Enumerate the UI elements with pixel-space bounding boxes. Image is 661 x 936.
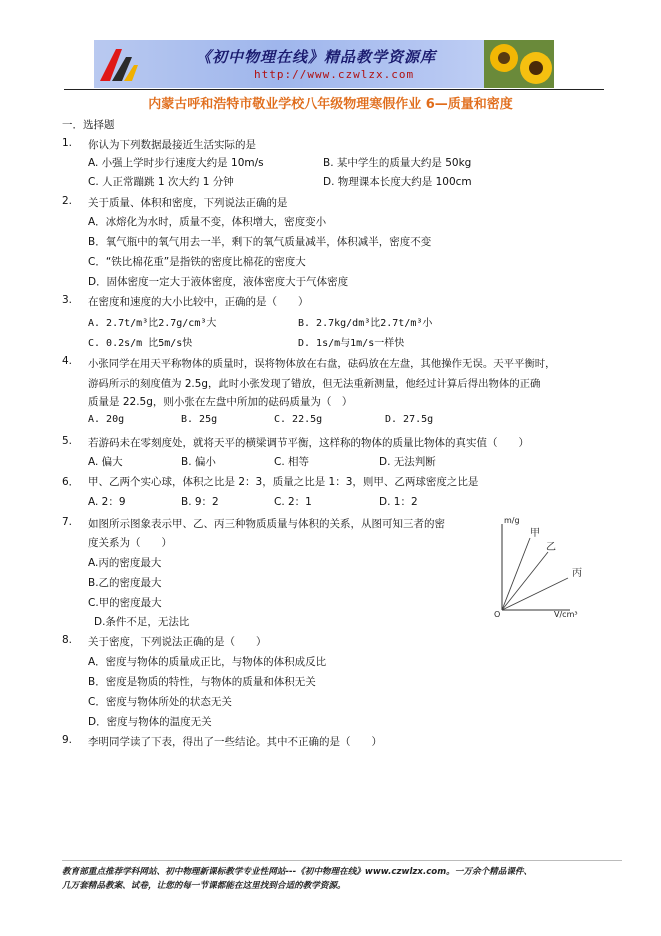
question-number: 1. — [62, 137, 73, 149]
option-b: B. 25g — [181, 414, 218, 425]
option-c: C．密度与物体所处的状态无关 — [88, 696, 232, 708]
option-d: D. 27.5g — [385, 414, 434, 425]
line-jia — [502, 538, 530, 610]
question-number: 3. — [62, 294, 73, 306]
question-stem: 若游码未在零刻度处，就将天平的横梁调节平衡，这样称的物体的质量比物体的真实值（ ） — [88, 437, 529, 449]
banner-url[interactable]: http://www.czwlzx.com — [254, 68, 415, 81]
option-c: C. 0.2s/m 比5m/s快 — [88, 338, 193, 349]
option-d: D．密度与物体的温度无关 — [88, 716, 212, 728]
question-stem-line-1: 如图所示图象表示甲、乙、丙三种物质质量与体积的关系，从图可知三者的密 — [88, 518, 445, 530]
option-d: D. 1s/m与1m/s一样快 — [298, 338, 405, 349]
question-number: 6． — [62, 476, 80, 488]
x-axis-label: V/cm³ — [554, 610, 578, 618]
option-a: A. 2：9 — [88, 496, 126, 508]
option-c: C. 22.5g — [274, 414, 323, 425]
option-d: D.条件不足，无法比 — [94, 616, 190, 628]
question-stem: 你认为下列数据最接近生活实际的是 — [88, 139, 256, 151]
option-a: A．密度与物体的质量成正比，与物体的体积成反比 — [88, 656, 327, 668]
option-c: C. 人正常蹦跳 1 次大约 1 分钟 — [88, 176, 234, 188]
option-b: B. 偏小 — [181, 456, 216, 468]
question-stem: 李明同学读了下表，得出了一些结论。其中不正确的是（ ） — [88, 736, 382, 748]
question-stem: 关于密度，下列说法正确的是（ ） — [88, 636, 267, 648]
sunflower-icon — [484, 40, 554, 88]
question-number: 2. — [62, 195, 73, 207]
section-title: 一．选择题 — [62, 119, 115, 131]
option-b: B．密度是物质的特性，与物体的质量和体积无关 — [88, 676, 316, 688]
logo-icon — [96, 43, 140, 85]
footer-line-1: 教育部重点推荐学科网站、初中物理新课标教学专业性网站---《初中物理在线》www.czwlzx.com。一万余个精品课件、 — [62, 867, 533, 877]
question-number: 8. — [62, 634, 73, 646]
line-yi — [502, 552, 548, 610]
question-stem-line-3: 质量是 22.5g，则小张在左盘中所加的砝码质量为（ ） — [88, 396, 353, 408]
option-d: D. 1：2 — [379, 496, 418, 508]
option-c: C. 2：1 — [274, 496, 312, 508]
option-c: C.甲的密度最大 — [88, 597, 162, 609]
y-axis-label: m/g — [504, 516, 520, 525]
option-b: B. 某中学生的质量大约是 50kg — [323, 157, 472, 169]
option-b: B.乙的密度最大 — [88, 577, 162, 589]
option-a: A.丙的密度最大 — [88, 557, 162, 569]
option-d: D. 物理课本长度大约是 100cm — [323, 176, 472, 188]
question-stem-line-1: 小张同学在用天平称物体的质量时，误将物体放在右盘，砝码放在左盘，其他操作无误。天平平衡时， — [88, 358, 556, 370]
option-b: B. 2.7kg/dm³比2.7t/m³小 — [298, 318, 433, 329]
question-number: 5. — [62, 435, 73, 447]
question-stem-line-2: 度关系为（ ） — [88, 537, 172, 549]
footer-line-2: 几万套精品教案、试卷，让您的每一节课都能在这里找到合适的教学资源。 — [62, 881, 346, 891]
option-c: C. 相等 — [274, 456, 310, 468]
question-stem: 关于质量、体积和密度，下列说法正确的是 — [88, 197, 288, 209]
option-a: A. 2.7t/m³比2.7g/cm³大 — [88, 318, 217, 329]
site-banner — [94, 40, 554, 88]
line-label-yi: 乙 — [546, 542, 556, 553]
option-a: A. 小强上学时步行速度大约是 10m/s — [88, 157, 264, 169]
option-d: D. 无法判断 — [379, 456, 436, 468]
footer-rule — [62, 860, 622, 861]
line-label-bing: 丙 — [572, 568, 582, 579]
question-stem: 甲、乙两个实心球，体积之比是 2：3，质量之比是 1：3，则甲、乙两球密度之比是 — [88, 476, 479, 488]
option-b: B．氧气瓶中的氧气用去一半，剩下的氧气质量减半，体积减半，密度不变 — [88, 236, 432, 248]
header-rule — [64, 89, 604, 90]
footer — [62, 865, 622, 893]
question-number: 4. — [62, 355, 73, 367]
option-b: B. 9：2 — [181, 496, 219, 508]
option-c: C．“铁比棉花重”是指铁的密度比棉花的密度大 — [88, 256, 306, 268]
line-bing — [502, 578, 568, 610]
option-a: A. 偏大 — [88, 456, 123, 468]
origin-label: O — [494, 610, 501, 618]
question-number: 9. — [62, 734, 73, 746]
banner-title: 《初中物理在线》精品教学资源库 — [196, 48, 437, 66]
density-graph — [490, 514, 590, 618]
option-a: A. 20g — [88, 414, 125, 425]
document-title: 内蒙古呼和浩特市敬业学校八年级物理寒假作业 6—质量和密度 — [148, 97, 513, 112]
question-stem-line-2: 游码所示的刻度值为 2.5g，此时小张发现了错放，但无法重新测量，他经过计算后得出物体的正确 — [88, 378, 541, 390]
option-d: D．固体密度一定大于液体密度，液体密度大于气体密度 — [88, 276, 349, 288]
line-label-jia: 甲 — [530, 528, 540, 539]
question-number: 7. — [62, 516, 73, 528]
question-stem: 在密度和速度的大小比较中，正确的是（ ） — [88, 296, 309, 308]
option-a: A．冰熔化为水时，质量不变，体积增大，密度变小 — [88, 216, 327, 228]
